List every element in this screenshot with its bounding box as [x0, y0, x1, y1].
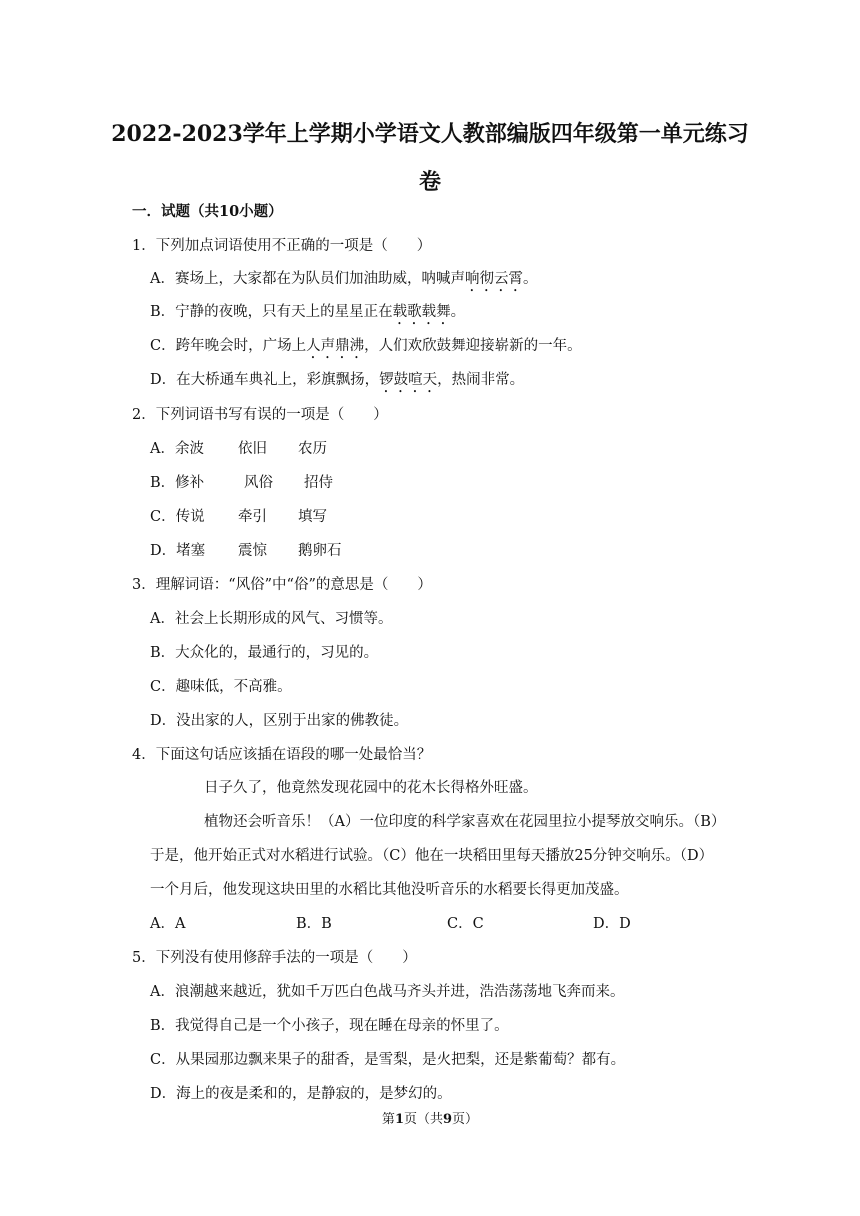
page-title — [110, 110, 750, 206]
question-4-passage-line-2: 于是，他开始正式对水稻进行试验。（C）他在一块稻田里每天播放25分钟交响乐。（D） — [150, 848, 714, 864]
question-5-option-d: D．海上的夜是柔和的，是静寂的，是梦幻的。 — [150, 1086, 452, 1102]
question-3-option-a: A．社会上长期形成的风气、习惯等。 — [150, 611, 393, 627]
question-4-stem: 4．下面这句话应该插在语段的哪一处最恰当？ — [132, 747, 432, 763]
question-5-stem: 5．下列没有使用修辞手法的一项是（ ） — [132, 950, 417, 966]
question-1-option-b: B．宁静的夜晚，只有天上的星星正在载歌载舞。 — [150, 304, 466, 320]
dotted-word: 锣鼓喧天 — [379, 372, 438, 388]
question-2-option-c: C．传说 牵引 填写 — [150, 509, 327, 525]
title-line-2: 卷 — [418, 169, 441, 195]
question-2-option-d: D．堵塞 震惊 鹅卵石 — [150, 543, 342, 559]
question-3-stem: 3．理解词语：“风俗”中“俗”的意思是（ ） — [132, 577, 432, 593]
question-4-option-b: B．B — [296, 916, 332, 932]
question-1-stem: 1．下列加点词语使用不正确的一项是（ ） — [132, 238, 432, 254]
question-1-option-c: C．跨年晚会时，广场上人声鼎沸，人们欢欣鼓舞迎接崭新的一年。 — [150, 338, 582, 354]
question-1-option-a: A．赛场上，大家都在为队员们加油助威，呐喊声响彻云霄。 — [150, 271, 538, 287]
question-1-option-d: D．在大桥通车典礼上，彩旗飘扬，锣鼓喧天，热闹非常。 — [150, 372, 525, 388]
question-2-option-a: A．余波 依旧 农历 — [150, 441, 327, 457]
question-4-option-c: C．C — [447, 916, 484, 932]
question-5-option-b: B．我觉得自己是一个小孩子，现在睡在母亲的怀里了。 — [150, 1018, 509, 1034]
page-footer: 第1页（共9页） — [381, 1112, 479, 1127]
question-5-option-a: A．浪潮越来越近，犹如千万匹白色战马齐头并进，浩浩荡荡地飞奔而来。 — [150, 984, 625, 1000]
question-4-passage-line-3: 一个月后，他发现这块田里的水稻比其他没听音乐的水稻要长得更加茂盛。 — [150, 882, 629, 898]
question-4-option-a: A．A — [150, 916, 186, 932]
dotted-word: 载歌载舞 — [392, 304, 451, 320]
title-line-1: 2022-2023学年上学期小学语文人教部编版四年级第一单元练习 — [111, 121, 749, 147]
dotted-word: 人声鼎沸 — [306, 338, 365, 354]
question-2-stem: 2．下列词语书写有误的一项是（ ） — [132, 407, 388, 423]
question-3-option-d: D．没出家的人，区别于出家的佛教徒。 — [150, 713, 409, 729]
question-4-option-d: D．D — [593, 916, 631, 932]
question-4-sentence: 日子久了，他竟然发现花园中的花木长得格外旺盛。 — [204, 780, 538, 796]
question-3-option-c: C．趣味低，不高雅。 — [150, 679, 292, 695]
question-2-option-b: B．修补 风俗 招侍 — [150, 475, 333, 491]
question-4-passage-line-1: 植物还会听音乐！（A）一位印度的科学家喜欢在花园里拉小提琴放交响乐。（B） — [204, 814, 726, 830]
dotted-word: 响彻云霄 — [464, 271, 523, 287]
question-5-option-c: C．从果园那边飘来果子的甜香，是雪梨，是火把梨，还是紫葡萄？都有。 — [150, 1052, 626, 1068]
section-heading: 一．试题（共10小题） — [132, 203, 283, 220]
question-3-option-b: B．大众化的，最通行的，习见的。 — [150, 645, 379, 661]
